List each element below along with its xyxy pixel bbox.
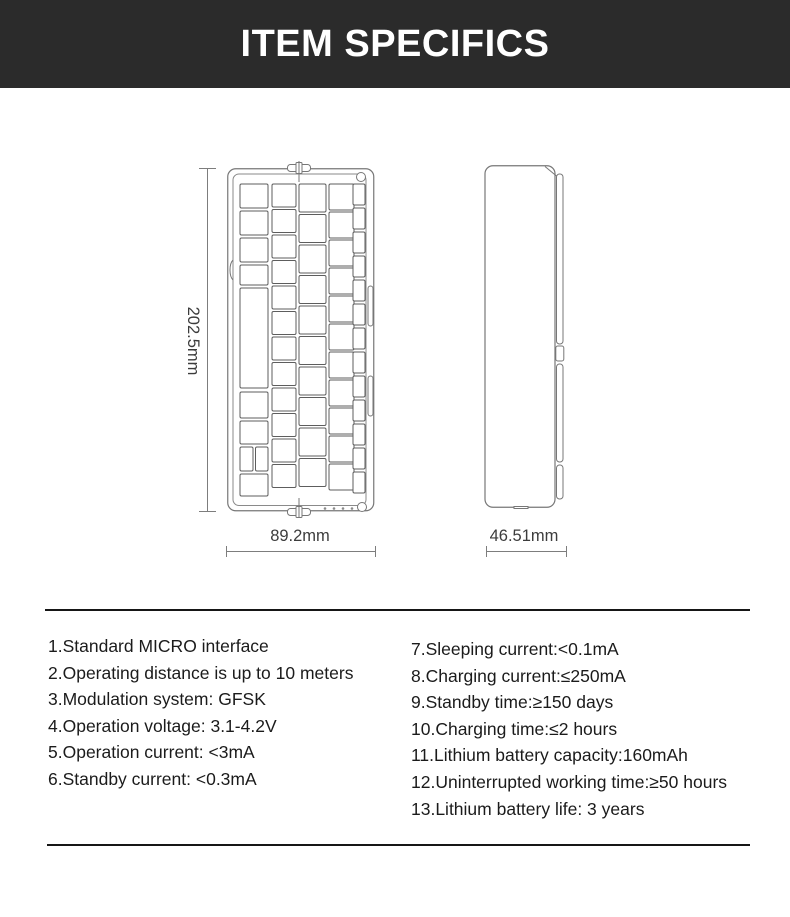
height-dimension-label: 202.5mm xyxy=(184,306,202,376)
spec-item: 1.Standard MICRO interface xyxy=(48,636,269,656)
spec-item: 6.Standby current: <0.3mA xyxy=(48,768,257,789)
height-dimension-line xyxy=(207,168,208,512)
spec-item: 13.Lithium battery life: 3 years xyxy=(411,798,645,819)
width-dimension-tick-left xyxy=(226,546,227,557)
width-dimension-label: 89.2mm xyxy=(270,527,330,545)
keyboard-top-view-drawing xyxy=(227,168,375,512)
spec-item: 11.Lithium battery capacity:160mAh xyxy=(411,745,688,766)
width-dimension-tick-right xyxy=(375,546,376,557)
side-width-tick-left xyxy=(486,546,487,557)
keyboard-side-view-drawing xyxy=(484,165,568,511)
header-banner xyxy=(0,0,790,88)
height-dimension-cap-top xyxy=(199,168,216,169)
spec-list-right xyxy=(411,636,727,822)
bottom-divider xyxy=(47,844,750,846)
top-screw-icon xyxy=(357,173,366,182)
bottom-screw-icon xyxy=(358,503,367,512)
spec-item: 3.Modulation system: GFSK xyxy=(48,689,266,710)
spec-item: 8.Charging current:≤250mA xyxy=(411,665,626,686)
side-width-tick-right xyxy=(566,546,567,557)
spec-item: 9.Standby time:≥150 days xyxy=(411,692,614,713)
side-width-dimension-line xyxy=(486,551,567,552)
spec-item: 4.Operation voltage: 3.1-4.2V xyxy=(48,715,277,736)
top-divider xyxy=(45,609,750,611)
side-width-dimension-label: 46.51mm xyxy=(489,527,559,545)
spec-item: 7.Sleeping current:<0.1mA xyxy=(411,639,619,659)
page-title: ITEM SPECIFICS xyxy=(240,22,550,65)
width-dimension-line xyxy=(226,551,376,552)
spec-item: 10.Charging time:≤2 hours xyxy=(411,718,618,739)
spec-item: 2.Operating distance is up to 10 meters xyxy=(48,662,354,683)
key-grid xyxy=(240,184,365,496)
spec-item: 5.Operation current: <3mA xyxy=(48,742,255,763)
spec-list-left xyxy=(48,633,353,793)
spec-item: 12.Uninterrupted working time:≥50 hours xyxy=(411,771,728,792)
height-dimension-cap-bottom xyxy=(199,511,216,512)
